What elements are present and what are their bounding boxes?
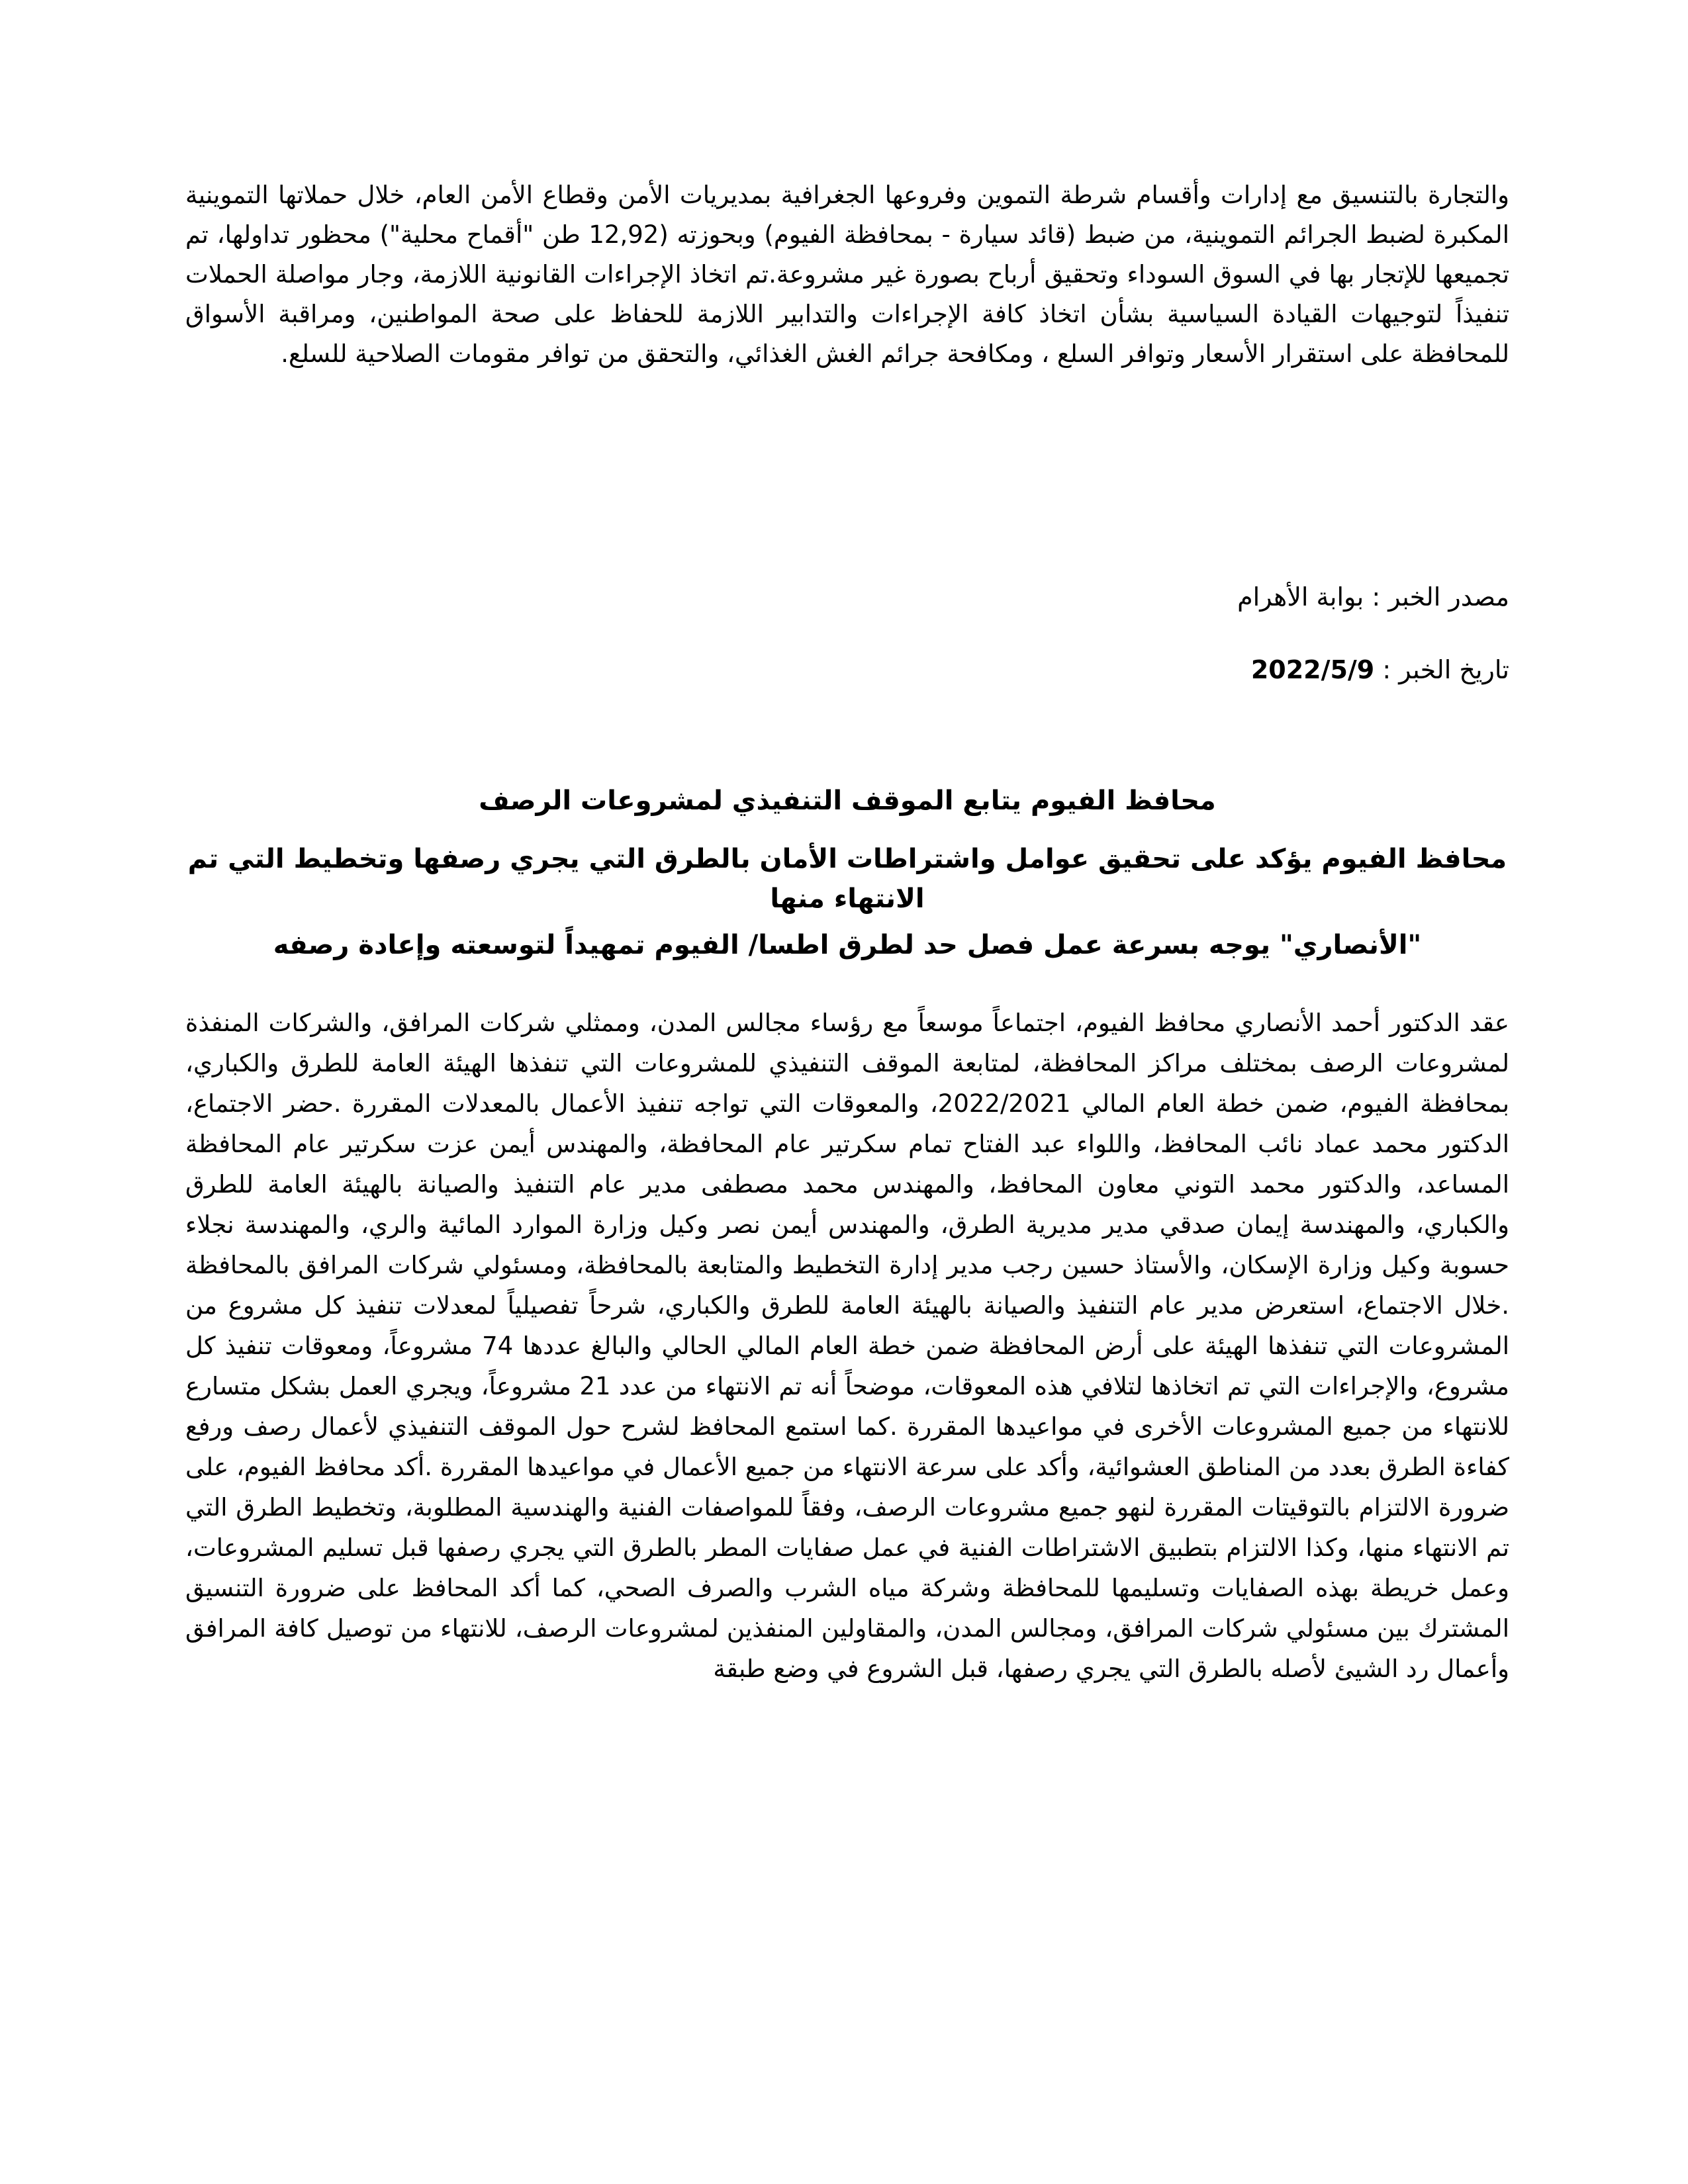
article-body-paragraph: والتجارة بالتنسيق مع إدارات وأقسام شرطة التموين وفروعها الجغرافية بمديريات الأمن وقطاع الأمن العام، خلال حملاتها التموينية المكبرة لضبط الجرائم التموينية، من ضبط (قائد سيارة - بمحافظة الفيوم) وبحوزته (12,92 طن "أقماح محلية") محظور تداولها، تم تجميعها للإتجار بها في السوق السوداء وتحقيق أرباح بصورة غير مشروعة.تم اتخاذ الإجراءات القانونية اللازمة، وجار مواصلة الحملات تنفيذاً لتوجيهات القيادة السياسية بشأن اتخاذ كافة الإجراءات والتدابير اللازمة للحفاظ على صحة المواطنين، ومراقبة الأسواق للمحافظة على استقرار الأسعار وتوافر السلع ، ومكافحة جرائم الغش الغذائي، والتحقق من توافر مقومات الصلاحية للسلع.: [185, 181, 1509, 368]
news-source-line: [1237, 582, 1509, 612]
article-subheadline: محافظ الفيوم يؤكد على تحقيق عوامل واشتراطات الأمان بالطرق التي يجري رصفها وتخطيط التي تم الانتهاء منها: [187, 844, 1507, 914]
news-date-line: [1251, 655, 1509, 684]
article-body-paragraph-2: عقد الدكتور أحمد الأنصاري محافظ الفيوم، اجتماعاً موسعاً مع رؤساء مجالس المدن، وممثلي شركات المرافق، والشركات المنفذة لمشروعات الرصف بمختلف مراكز المحافظة، لمتابعة الموقف التنفيذي للمشروعات التي تنفذها الهيئة العامة للطرق والكباري، بمحافظة الفيوم، ضمن خطة العام المالي 2022/2021، والمعوقات التي تواجه تنفيذ الأعمال بالمعدلات المقررة .حضر الاجتماع، الدكتور محمد عماد نائب المحافظ، واللواء عبد الفتاح تمام سكرتير عام المحافظة، والمهندس أيمن عزت سكرتير عام المحافظة المساعد، والدكتور محمد التوني معاون المحافظ، والمهندس محمد مصطفى مدير عام التنفيذ والصيانة بالهيئة العامة للطرق والكباري، والمهندسة إيمان صدقي مدير مديرية الطرق، والمهندس أيمن نصر وكيل وزارة الموارد المائية والري، والمهندسة نجلاء حسوبة وكيل وزارة الإسكان، والأستاذ حسين رجب مدير إدارة التخطيط والمتابعة بالمحافظة، ومسئولي شركات المرافق بالمحافظة .خلال الاجتماع، استعرض مدير عام التنفيذ والصيانة بالهيئة العامة للطرق والكباري، شرحاً تفصيلياً لمعدلات تنفيذ كل مشروع من المشروعات التي تنفذها الهيئة على أرض المحافظة ضمن خطة العام المالي الحالي والبالغ عددها 74 مشروعاً، ومعوقات تنفيذ كل مشروع، والإجراءات التي تم اتخاذها لتلافي هذه المعوقات، موضحاً أنه تم الانتهاء من عدد 21 مشروعاً، ويجري العمل بشكل متسارع للانتهاء من جميع المشروعات الأخرى في مواعيدها المقررة .كما استمع المحافظ لشرح حول الموقف التنفيذي لأعمال رصف ورفع كفاءة الطرق بعدد من المناطق العشوائية، وأكد على سرعة الانتهاء من جميع الأعمال في مواعيدها المقررة .أكد محافظ الفيوم، على ضرورة الالتزام بالتوقيتات المقررة لنهو جميع مشروعات الرصف، وفقاً للمواصفات الفنية والهندسية المطلوبة، وتخطيط الطرق التي تم الانتهاء منها، وكذا الالتزام بتطبيق الاشتراطات الفنية في عمل صفايات المطر بالطرق التي يجري رصفها قبل تسليم المشروعات، وعمل خريطة بهذه الصفايات وتسليمها للمحافظة وشركة مياه الشرب والصرف الصحي، كما أكد المحافظ على ضرورة التنسيق المشترك بين مسئولي شركات المرافق، ومجالس المدن، والمقاولين المنفذين لمشروعات الرصف، للانتهاء من توصيل كافة المرافق وأعمال رد الشيئ لأصله بالطرق التي يجري رصفها، قبل الشروع في وضع طبقة: [185, 1009, 1509, 1683]
news-source-value: بوابة الأهرام: [1237, 582, 1364, 612]
news-date-value: 2022/5/9: [1250, 655, 1375, 684]
article-subheadline-2: "الأنصاري" يوجه بسرعة عمل فصل حد لطرق اطسا/ الفيوم تمهيداً لتوسعته وإعادة رصفه: [273, 930, 1422, 960]
article-headline: محافظ الفيوم يتابع الموقف التنفيذي لمشروعات الرصف: [479, 786, 1216, 816]
news-source-label: مصدر الخبر :: [1364, 582, 1509, 612]
news-date-label: تاريخ الخبر :: [1374, 655, 1509, 684]
